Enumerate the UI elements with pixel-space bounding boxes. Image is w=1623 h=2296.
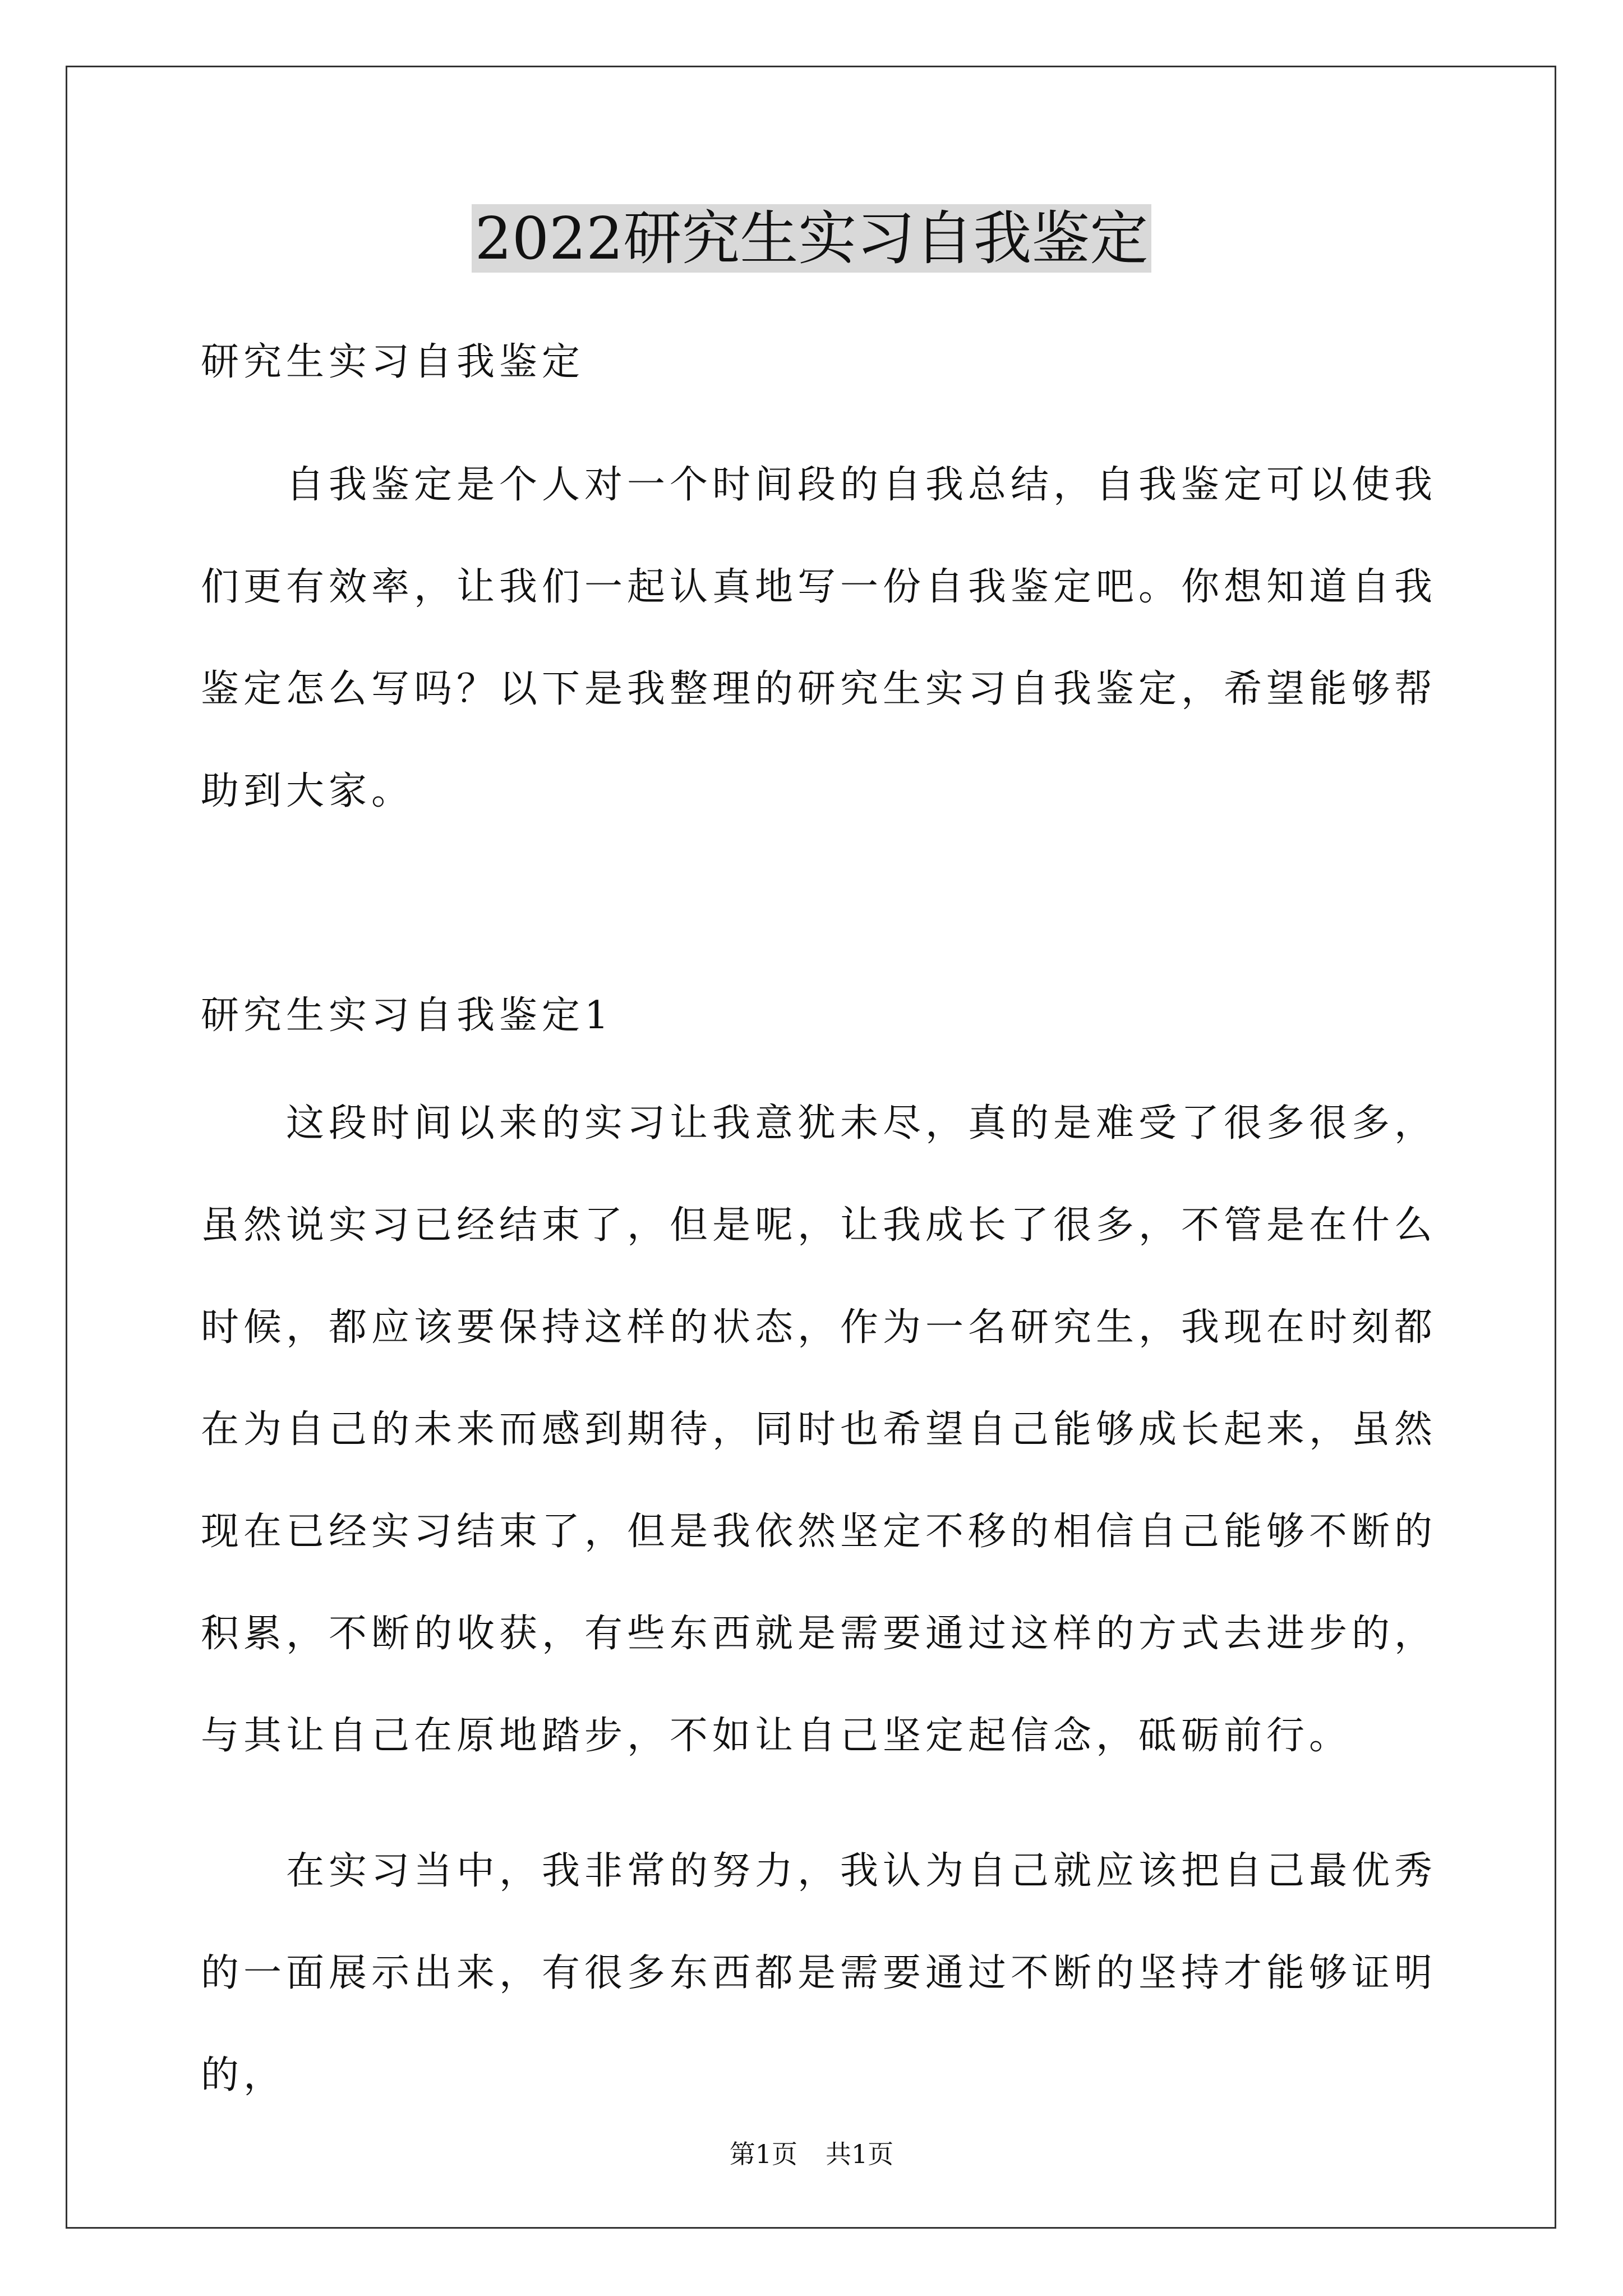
document-title xyxy=(0,199,1623,278)
document-title-text: 2022研究生实习自我鉴定 xyxy=(472,204,1152,273)
body-paragraph-1: 这段时间以来的实习让我意犹未尽，真的是难受了很多很多，虽然说实习已经结束了，但是呢，让我成长了很多，不管是在什么时候，都应该要保持这样的状态，作为一名研究生，我现在时刻都在为自己的未来而感到期待，同时也希望自己能够成长起来，虽然现在已经实习结束了，但是我依然坚定不移的相信自己能够不断的积累，不断的收获，有些东西就是需要通过这样的方式去进步的，与其让自己在原地踏步，不如让自己坚定起信念，砥砺前行。 xyxy=(201,1101,1437,1758)
section-heading: 研究生实习自我鉴定1 xyxy=(201,993,614,1038)
page-total: 共1页 xyxy=(826,2139,894,2169)
document-subtitle: 研究生实习自我鉴定 xyxy=(201,340,585,384)
page-footer xyxy=(0,2137,1623,2171)
page-number: 第1页 xyxy=(729,2139,797,2169)
body-paragraph-2: 在实习当中，我非常的努力，我认为自己就应该把自己最优秀的一面展示出来，有很多东西都是需要通过不断的坚持才能够证明的， xyxy=(201,1849,1437,2097)
intro-paragraph: 自我鉴定是个人对一个时间段的自我总结，自我鉴定可以使我们更有效率，让我们一起认真地写一份自我鉴定吧。你想知道自我鉴定怎么写吗？以下是我整理的研究生实习自我鉴定，希望能够帮助到大家。 xyxy=(201,463,1437,813)
